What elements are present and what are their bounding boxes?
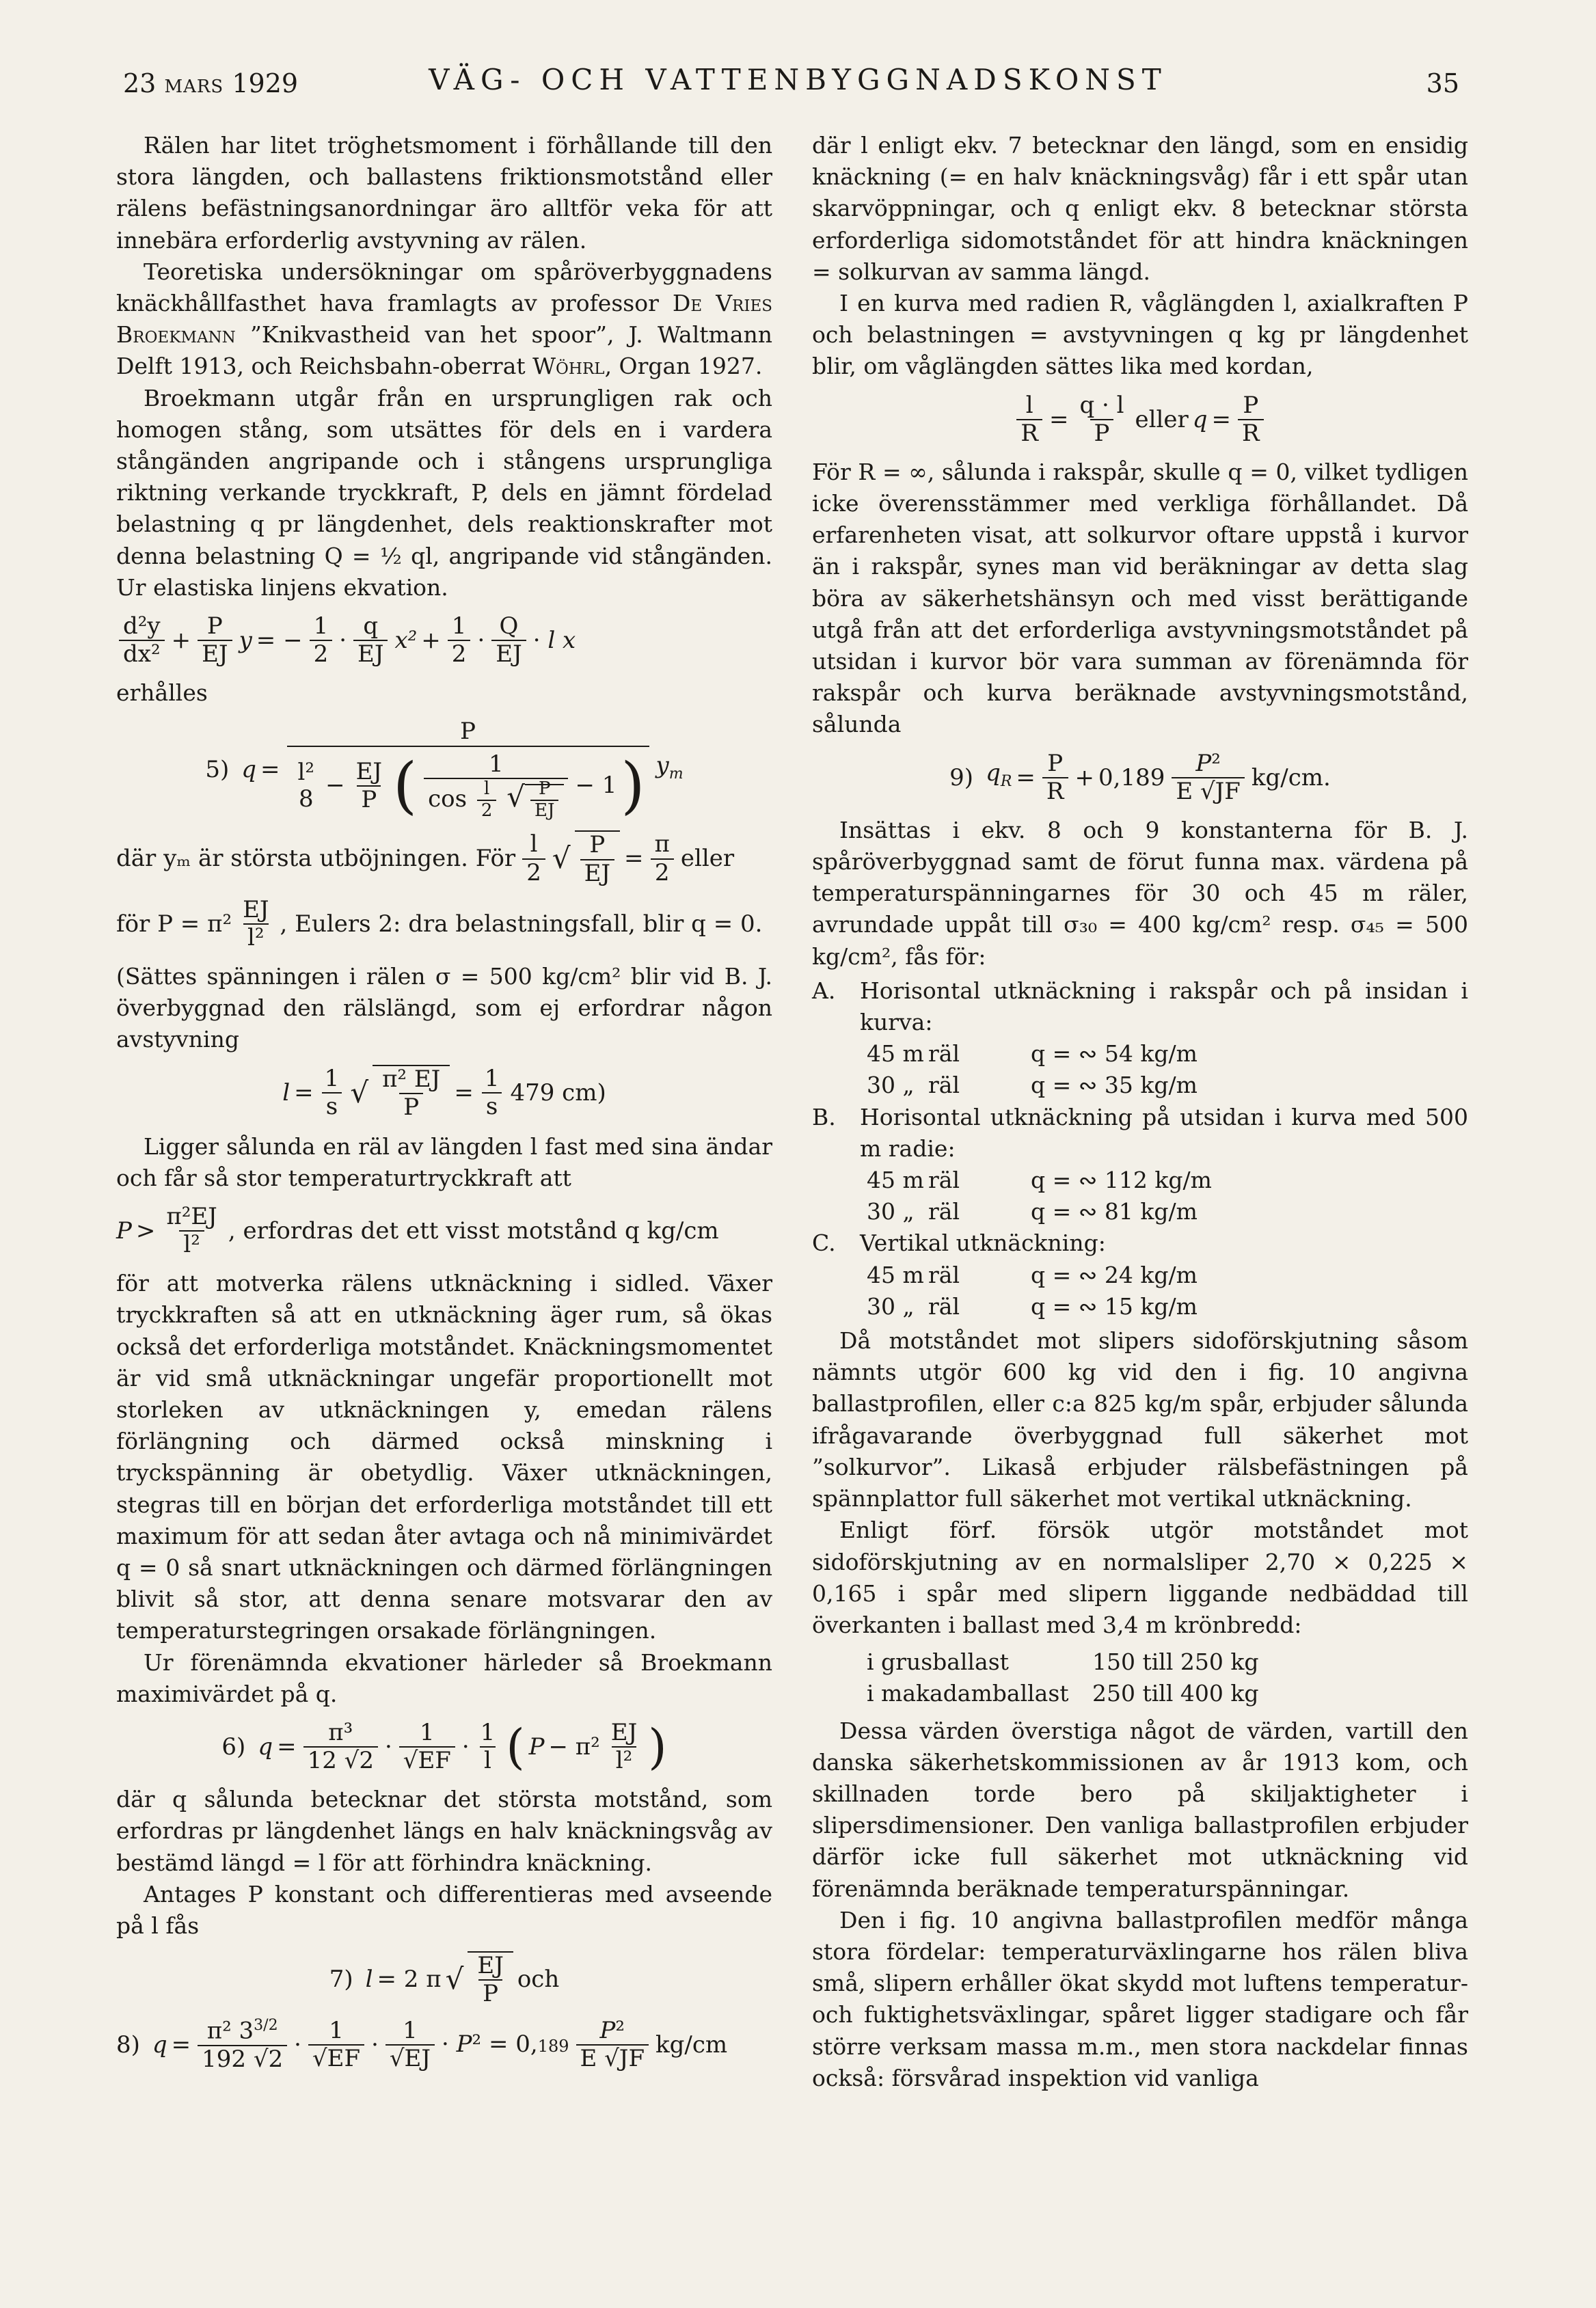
- equation-euler-condition: där yₘ är största utböjningen. För $\frac{l}{2}$ √ $\frac{P}{EJ}$ = $\frac{\pi}{2}$ eller: [116, 830, 735, 887]
- list-item: 30 „ räl q = ∾ 15 kg/m: [867, 1292, 1198, 1320]
- paragraph: Den i fig. 10 angivna ballastprofilen medför många stora fördelar: temperaturväxlingarne hos rälen bliva små, slipern erhåller ökat skydd mot luftens temperatur- och fuktighetsväxlingar, spåret ligger stadigare och får större verksam massa m.m., men stora nackdelar finnas också: försvårad inspektion vid vanliga: [812, 1906, 1468, 2091]
- table-row: i grusballast 150 till 250 kg: [867, 1648, 1259, 1676]
- table-row: i makadamballast 250 till 400 kg: [867, 1680, 1259, 1707]
- date-month: MARS: [164, 77, 224, 97]
- equation-5: 5) q = P l² 8 − $\frac{EJ}{P}$ ( 1 cos $\frac{l}{2}$ √ $\frac{P}{EJ}$ − 1 ) $y_m$: [205, 718, 684, 822]
- paragraph: Ligger sålunda en räl av längden l fast med sina ändar och får så stor temperaturtryckkraft att: [116, 1132, 772, 1191]
- equation-7: 7) l = 2 π √ $\frac{EJ}{P}$ och: [329, 1952, 560, 2008]
- paragraph: för att motverka rälens utknäckning i sidled. Växer tryckkraften så att en utknäckning äger rum, så ökas också det erforderliga motståndet. Knäckningsmomentet är vid små utknäckningar ungefär proportionellt mot storleken av utknäckningen y, emedan rälens förlängning och därmed också minskning i tryckspänning är obetydlig. Växer utknäckningen, stegras till en början det erforderliga motståndet till ett maximum för att sedan åter avtaga och nå minimivärdet q = 0 så snart utknäckningen och därmed förlängningen blivit så stor, att denna senare motsvarar den av temperaturstegringen orsakade förlängningen.: [116, 1270, 772, 1644]
- paragraph: Broekmann utgår från en ursprungligen rak och homogen stång, som utsättes för dels en i vardera stångänden angripande och i stångens ursprungliga riktning verkande tryckkraft, P, dels en jämnt fördelad belastning q pr längdenhet, dels reaktionskrafter mot denna belastning Q = ½ ql, angripande vid stångänden. Ur elastiska linjens ekvation.: [116, 384, 772, 601]
- list-item: 30 „ räl q = ∾ 81 kg/m: [867, 1198, 1198, 1225]
- equation-euler-load: för P = π² $\frac{EJ}{\text{l²}}$ , Eulers 2: dra belastningsfall, blir q = 0.: [116, 895, 763, 951]
- paragraph: (Sättes spänningen i rälen σ = 500 kg/cm² blir vid B. J. överbyggnad den rälslängd, som ej erfordrar någon avstyvning: [116, 962, 772, 1053]
- list-item: C. Vertikal utknäckning:: [812, 1230, 1106, 1257]
- equation-elastic-line: $\frac{\text{d²y}}{\text{dx²}}$ + $\frac{P}{EJ}$ y = − $\frac{1}{2}$ · $\frac{q}{EJ}$ x² + $\frac{1}{2}$ · $\frac{Q}{EJ}$ · l x: [116, 613, 772, 668]
- page-number: 35: [1426, 68, 1459, 98]
- paragraph: I en kurva med radien R, våglängden l, axialkraften P och belastningen = avstyvningen q kg pr längdenhet blir, om våglängden sättes lika med kordan,: [812, 290, 1468, 380]
- list-item: 30 „ räl q = ∾ 35 kg/m: [867, 1072, 1198, 1099]
- paragraph: Ur förenämnda ekvationer härleder så Broekmann maximivärdet på q.: [116, 1648, 772, 1707]
- date-day: 23: [123, 68, 157, 98]
- journal-title: VÄG- OCH VATTENBYGGNADSKONST: [429, 63, 1167, 96]
- list-item: A. Horisontal utknäckning i rakspår och på insidan i kurva:: [812, 977, 1468, 1036]
- paragraph: Insättas i ekv. 8 och 9 konstanterna för B. J. spåröverbyggnad samt de förut funna max. värdena på temperaturspänningarnes för 30 och 45 m räler, avrundade uppåt till σ₃₀ = 400 kg/cm² resp. σ₄₅ = 500 kg/cm², fås för:: [812, 816, 1468, 970]
- equation-9: 9) $q_R$ = $\frac{P}{R}$ + 0,189 $\frac{\text{P²}}{E √JF}$ kg/cm.: [949, 749, 1331, 805]
- list-item: 45 m räl q = ∾ 112 kg/m: [867, 1167, 1212, 1194]
- left-column: [116, 130, 772, 2082]
- paragraph: Rälen har litet tröghetsmoment i förhållande till den stora längden, och ballastens friktionsmotstånd eller rälens befästningsanordningar äro alltför veka för att innebära erforderlig avstyvning av rälen.: [116, 132, 772, 254]
- equation-8: 8) q = $\frac{\pi^2 3^{3/2}}{192 √2}$ · $\frac{1}{√EF}$ · $\frac{1}{√EJ}$ · P² = 0,189 $\frac{\text{P²}}{E √JF}$ kg/cm: [116, 2017, 728, 2073]
- right-column: [812, 130, 1468, 2094]
- paragraph: Antages P konstant och differentieras med avseende på l fås: [116, 1880, 772, 1940]
- equation-pressure-condition: P > $\frac{\text{π²EJ}}{\text{l²}}$ , erfordras det ett visst motstånd q kg/cm: [116, 1202, 719, 1259]
- page-header: [0, 63, 1596, 104]
- paragraph: För R = ∞, sålunda i rakspår, skulle q = 0, vilket tydligen icke överensstämmer med verkliga förhållandet. Då erfarenheten visat, att solkurvor oftare uppstå i kurvor än i rakspår, synes man vid beräkningar av detta slag böra av säkerhetshänsyn och med visst berättigande utgå från att det erforderliga avstyvningsmotståndet på utsidan i kurvor bör vara summan av förenämnda för rakspår och kurva beräknade avstyvningsmotstånd, sålunda: [812, 458, 1468, 738]
- paragraph: där l enligt ekv. 7 betecknar den längd, som en ensidig knäckning (= en halv knäckningsvåg) får i ett spår utan skarvöppningar, och q enligt ekv. 8 betecknar största erforderliga sidomotståndet för att hindra knäckningen = solkurvan av samma längd.: [812, 132, 1468, 285]
- equation-6: 6) q = $\frac{\text{π³}}{12 √2}$ · $\frac{1}{√EF}$ · $\frac{1}{l}$ ( P − π² $\frac{EJ}{\text{l²}}$ ): [221, 1719, 667, 1776]
- date-year: 1929: [232, 68, 299, 98]
- paragraph: Enligt förf. försök utgör motståndet mot sidoförskjutning av en normalsliper 2,70 × 0,225 × 0,165 i spår med slipern liggande nedbäddad till överkanten i ballast med 3,4 m krönbredd:: [812, 1517, 1468, 1638]
- list-item: B. Horisontal utknäckning på utsidan i kurva med 500 m radie:: [812, 1103, 1468, 1162]
- paragraph: Teoretiska undersökningar om spåröverbyggnadens knäckhållfasthet hava framlagts av professor De Vries Broekmann ”Knikvastheid van het spoor”, J. Waltmann Delft 1913, och Reichsbahn-oberrat Wöhrl, Organ 1927.: [116, 258, 772, 380]
- buckling-results-list: [812, 975, 1468, 1322]
- equation-curve: $\frac{l}{R}$ = $\frac{q \cdot l}{P}$ eller q = $\frac{P}{R}$: [812, 392, 1468, 447]
- paragraph: där q sålunda betecknar det största motstånd, som erfordras pr längdenhet längs en halv knäckningsvåg av bestämd längd = l för att förhindra knäckning.: [116, 1786, 772, 1876]
- paragraph: erhålles: [116, 679, 208, 707]
- paragraph: Dessa värden överstiga något de värden, vartill den danska säkerhetskommissionen av år 1913 kom, och skillnaden torde bero på skiljaktigheter i slipersdimensioner. Den vanliga ballastprofilen erbjuder därför icke full säkerhet mot utknäckning vid förenämnda beräknade temperaturspänningar.: [812, 1717, 1468, 1902]
- equation-rail-length: l = $\frac{1}{s}$ √ $\frac{\text{π² EJ}}{P}$ = $\frac{1}{s}$ 479 cm): [282, 1065, 606, 1122]
- list-item: 45 m räl q = ∾ 24 kg/m: [867, 1261, 1198, 1288]
- list-item: 45 m räl q = ∾ 54 kg/m: [867, 1040, 1198, 1068]
- paragraph: Då motståndet mot slipers sidoförskjutning såsom nämnts utgör 600 kg vid den i fig. 10 angivna ballastprofilen, eller c:a 825 kg/m spår, erbjuder sålunda ifrågavarande överbyggnad full säkerhet mot ”solkurvor”. Likaså erbjuder rälsbefästningen på spännplattor full säkerhet mot vertikal utknäckning.: [812, 1327, 1468, 1512]
